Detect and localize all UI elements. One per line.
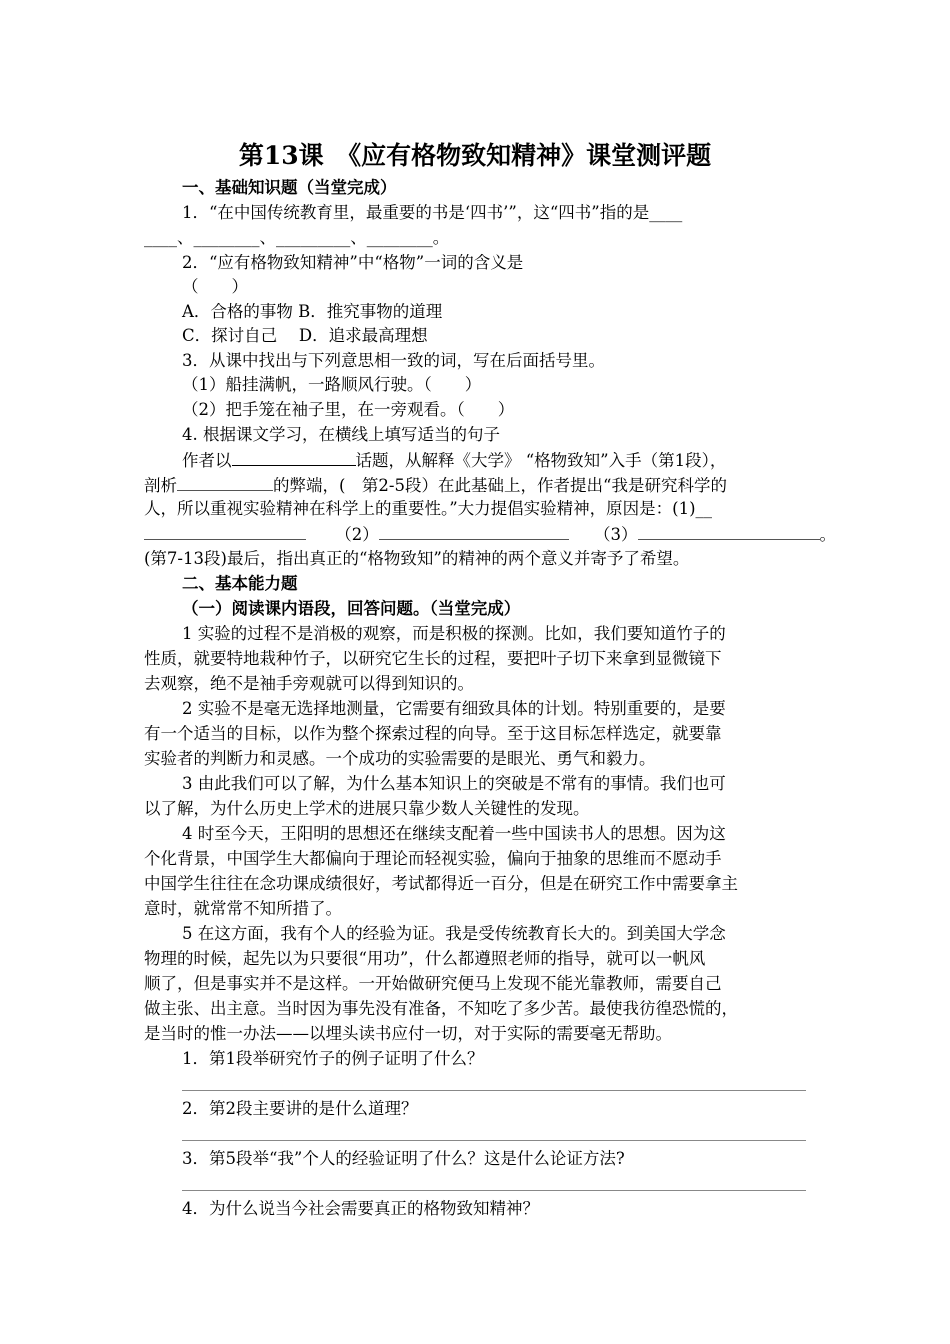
passage-paragraph-2: 有一个适当的目标，以作为整个探索过程的向导。至于这目标怎样选定，就要靠 [144, 724, 722, 743]
question-3-item-2: （2）把手笼在袖子里，在一旁观看。（ ） [182, 400, 515, 419]
q4-line1-end: 话题，从解释《大学》 “格物致知”入手（第1段）， [355, 451, 727, 470]
passage-paragraph-1: 1 实验的过程不是消极的观察，而是积极的探测。比如，我们要知道竹子的 [182, 624, 726, 643]
subsection-heading-reading: （一）阅读课内语段，回答问题。（当堂完成） [182, 599, 521, 618]
passage-paragraph-2: 2 实验不是毫无选择地测量，它需要有细致具体的计划。特别重要的，是要 [182, 699, 726, 718]
passage-paragraph-3: 3 由此我们可以了解，为什么基本知识上的突破是不常有的事情。我们也可 [182, 774, 726, 793]
blank-line [379, 522, 569, 540]
question-3-item-1: （1）船挂满帆，一路顺风行驶。（ ） [182, 375, 482, 394]
q4-line1-start: 作者以 [182, 451, 232, 470]
question-1: 1．“在中国传统教育里，最重要的书是‘四书’”，这“四书”指的是____ [182, 203, 683, 222]
q4-blank-3-label: （3） [594, 525, 638, 544]
question-3: 3．从课中找出与下列意思相一致的词，写在后面括号里。 [182, 351, 605, 370]
answer-line [182, 1140, 806, 1141]
question-1-blanks: ____、________、_________、________。 [144, 228, 450, 247]
question-2-options-ab: A．合格的事物 B．推究事物的道理 [182, 302, 443, 321]
question-2: 2．“应有格物致知精神”中“格物”一词的含义是 [182, 253, 524, 272]
answer-line [182, 1190, 806, 1191]
passage-paragraph-5: 是当时的惟一办法——以埋头读书应付一切，对于实际的需要毫无帮助。 [144, 1024, 672, 1043]
question-4-line-1 [182, 448, 808, 473]
passage-paragraph-1: 去观察，绝不是袖手旁观就可以得到知识的。 [144, 674, 474, 693]
question-4-line-2 [144, 473, 808, 498]
blank-line [232, 448, 356, 466]
blank-line [177, 473, 273, 491]
reading-question-2: 2．第2段主要讲的是什么道理？ [182, 1099, 418, 1118]
question-4-line-4 [144, 522, 836, 547]
passage-paragraph-4: 个化背景，中国学生大都偏向于理论而轻视实验，偏向于抽象的思维而不愿动手 [144, 849, 722, 868]
question-4: 4. 根据课文学习，在横线上填写适当的句子 [182, 425, 500, 444]
passage-paragraph-4: 4 时至今天，王阳明的思想还在继续支配着一些中国读书人的思想。因为这 [182, 824, 726, 843]
passage-paragraph-5: 做主张、出主意。当时因为事先没有准备，不知吃了多少苦。最使我彷徨恐慌的， [144, 999, 738, 1018]
passage-paragraph-3: 以了解，为什么历史上学术的进展只靠少数人关键性的发现。 [144, 799, 590, 818]
reading-question-1: 1．第1段举研究竹子的例子证明了什么？ [182, 1049, 484, 1068]
passage-paragraph-1: 性质，就要特地栽种竹子，以研究它生长的过程，要把叶子切下来拿到显微镜下 [144, 649, 722, 668]
reading-question-3: 3．第5段举“我”个人的经验证明了什么？这是什么论证方法? [182, 1149, 625, 1168]
passage-paragraph-4: 中国学生往往在念功课成绩很好，考试都得近一百分，但是在研究工作中需要拿主 [144, 874, 738, 893]
blank-line [144, 522, 306, 540]
passage-paragraph-2: 实验者的判断力和灵感。一个成功的实验需要的是眼光、勇气和毅力。 [144, 749, 656, 768]
question-2-answer-paren: （ ） [182, 277, 248, 296]
section-heading-ability: 二、基本能力题 [182, 574, 298, 593]
passage-paragraph-4: 意时，就常常不知所措了。 [144, 899, 342, 918]
question-4-line-3: 人，所以重视实验精神在科学上的重要性。”大力提倡实验精神，原因是：(1)__ [144, 499, 713, 518]
q4-line2-start: 剖析 [144, 476, 177, 495]
page-title: 第13课 《应有格物致知精神》课堂测评题 [238, 141, 712, 170]
q4-line4-end: 。 [819, 525, 836, 544]
answer-line [182, 1090, 806, 1091]
question-2-options-cd: C．探讨自己 D．追求最高理想 [182, 326, 428, 345]
blank-line [638, 522, 820, 540]
reading-question-4: 4．为什么说当今社会需要真正的格物致知精神？ [182, 1199, 539, 1218]
passage-paragraph-5: 顺了，但是事实并不是这样。一开始做研究便马上发现不能光靠教师，需要自己 [144, 974, 722, 993]
question-4-line-5: (第7-13段)最后，指出真正的“格物致知”的精神的两个意义并寄予了希望。 [144, 549, 690, 568]
passage-paragraph-5: 5 在这方面，我有个人的经验为证。我是受传统教育长大的。到美国大学念 [182, 924, 726, 943]
section-heading-basic-knowledge: 一、基础知识题（当堂完成） [182, 178, 397, 197]
q4-line2-end: 的弊端，( 第2-5段）在此基础上，作者提出“我是研究科学的 [273, 476, 727, 495]
passage-paragraph-5: 物理的时候，起先以为只要很“用功”，什么都遵照老师的指导，就可以一帆风 [144, 949, 706, 968]
q4-blank-2-label: （2） [335, 525, 379, 544]
